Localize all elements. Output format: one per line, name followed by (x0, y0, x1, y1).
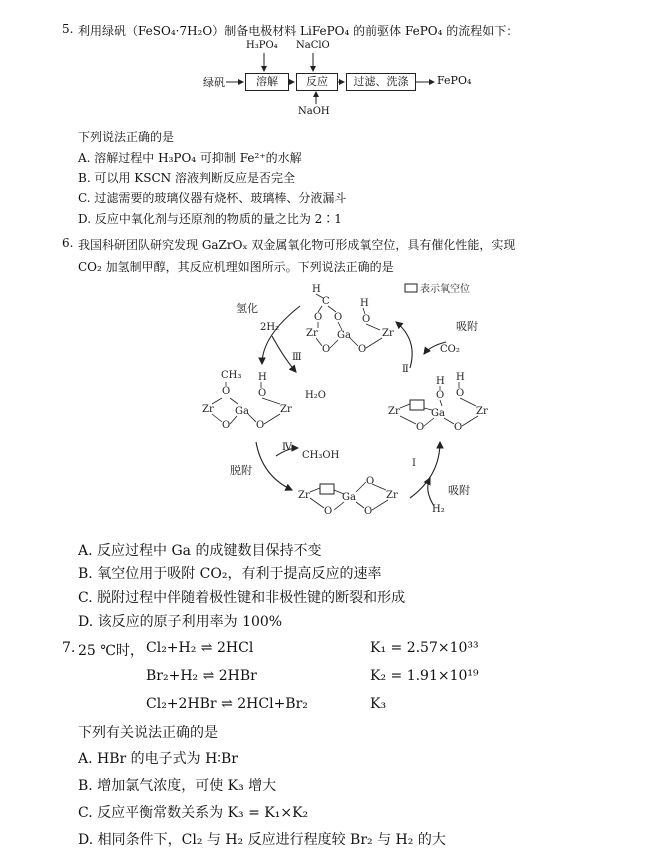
flow-product: FePO₄ (437, 74, 472, 87)
q5-option-d: D. 反应中氧化剂与还原剂的物质的量之比为 2∶1 (78, 212, 342, 226)
right-h1: H (436, 376, 445, 387)
top-o4: O (322, 344, 331, 355)
bottom-zr1: Zr (298, 490, 310, 501)
species-ch3oh: CH₃OH (302, 450, 340, 461)
q6-option-d: D. 该反应的原子利用率为 100% (78, 614, 283, 630)
q5-number: 5. (62, 22, 74, 36)
flow-box-dissolve: 溶解 (245, 73, 289, 91)
step-ii: Ⅱ (402, 364, 409, 375)
right-ga: Ga (431, 408, 445, 419)
q5-prompt: 下列说法正确的是 (78, 130, 175, 144)
mechanism-diagram (0, 276, 664, 536)
arrow-i-branch (428, 478, 434, 506)
q7-option-c: C. 反应平衡常数关系为 K₃ = K₁×K₂ (78, 805, 309, 821)
q7-option-a: A. HBr 的电子式为 H∶Br (78, 751, 238, 767)
left-h: H (258, 372, 267, 383)
left-zr1: Zr (202, 404, 214, 415)
q5-stem: 利用绿矾（FeSO₄·7H₂O）制备电极材料 LiFePO₄ 的前驱体 FePO₄ 的流程如下： (78, 24, 519, 38)
left-o3: O (222, 420, 231, 431)
q7-number: 7. (62, 640, 76, 656)
q7-prompt: 下列有关说法正确的是 (78, 725, 218, 741)
left-ch3: CH₃ (221, 370, 242, 381)
q6-option-a: A. 反应过程中 Ga 的成键数目保持不变 (78, 543, 322, 559)
top-o2: O (334, 312, 343, 323)
label-adsorb-bottom: 吸附 (448, 484, 470, 497)
flow-arrows (0, 0, 664, 130)
q7-condition: 25 ℃时， (78, 643, 144, 659)
top-h2: H (360, 298, 369, 309)
q7-eq3: Cl₂+2HBr ⇌ 2HCl+Br₂ (146, 696, 308, 712)
q5-option-c: C. 过滤需要的玻璃仪器有烧杯、玻璃棒、分液漏斗 (78, 191, 347, 205)
left-o1: O (222, 386, 231, 397)
step-iv: Ⅳ (282, 442, 292, 453)
top-o3: O (362, 314, 371, 325)
q7-k2: K₂ = 1.91×10¹⁹ (370, 668, 479, 684)
right-o4: O (454, 422, 463, 433)
flow-box-filter: 过滤、洗涤 (346, 73, 416, 91)
species-2h2: 2H₂ (260, 322, 280, 333)
bottom-o1: O (366, 476, 375, 487)
q7-option-d: D. 相同条件下，Cl₂ 与 H₂ 反应进行程度较 Br₂ 与 H₂ 的大 (78, 832, 446, 848)
left-zr2: Zr (280, 404, 292, 415)
bottom-o3: O (364, 506, 373, 517)
reagent-h3po4: H₃PO₄ (246, 40, 278, 51)
bottom-vacancy (320, 484, 334, 494)
label-adsorb-top: 吸附 (456, 320, 478, 333)
reagent-naclo: NaClO (296, 40, 330, 51)
right-h2: H (456, 372, 465, 383)
label-desorb: 脱附 (230, 464, 252, 477)
q7-eq1: Cl₂+H₂ ⇌ 2HCl (146, 640, 254, 656)
left-ga: Ga (235, 406, 249, 417)
q6-number: 6. (62, 236, 74, 250)
label-hydrogenation: 氢化 (236, 302, 258, 315)
right-zr1: Zr (388, 406, 400, 417)
q7-option-b: B. 增加氯气浓度，可使 K₃ 增大 (78, 778, 277, 794)
flow-start: 绿矾 (203, 76, 225, 89)
left-o4: O (256, 420, 265, 431)
q7-k3: K₃ (370, 696, 387, 712)
top-o1: O (314, 312, 323, 323)
species-co2: CO₂ (440, 344, 460, 355)
top-h: H (312, 284, 321, 295)
bottom-zr2: Zr (386, 490, 398, 501)
right-o3: O (416, 422, 425, 433)
q6-option-b: B. 氧空位用于吸附 CO₂，有利于提高反应的速率 (78, 566, 382, 582)
top-zr2: Zr (382, 328, 394, 339)
top-c: C (322, 296, 330, 307)
q6-stem-line1: 我国科研团队研究发现 GaZrOₓ 双金属氧化物可形成氧空位，具有催化性能，实现 (78, 238, 516, 252)
top-o5: O (358, 344, 367, 355)
right-zr2: Zr (476, 406, 488, 417)
step-iii: Ⅲ (292, 352, 302, 363)
q6-option-c: C. 脱附过程中伴随着极性键和非极性键的断裂和形成 (78, 590, 406, 606)
right-o1: O (436, 390, 445, 401)
bottom-o2: O (324, 506, 333, 517)
q7-eq2: Br₂+H₂ ⇌ 2HBr (146, 668, 257, 684)
left-o2: O (258, 388, 267, 399)
q5-option-a: A. 溶解过程中 H₃PO₄ 可抑制 Fe²⁺的水解 (78, 151, 302, 165)
q7-k1: K₁ = 2.57×10³³ (370, 640, 479, 656)
arrow-i (410, 442, 440, 498)
q5-option-b: B. 可以用 KSCN 溶液判断反应是否完全 (78, 171, 295, 185)
bottom-ga: Ga (342, 492, 356, 503)
top-ga: Ga (337, 330, 351, 341)
legend-vacancy-box (405, 284, 417, 292)
right-vacancy (410, 400, 424, 410)
reagent-naoh: NaOH (298, 106, 330, 117)
q6-stem-line2: CO₂ 加氢制甲醇，其反应机理如图所示。下列说法正确的是 (78, 260, 394, 274)
top-zr1: Zr (306, 328, 318, 339)
step-i: Ⅰ (412, 458, 416, 469)
flow-box-react: 反应 (296, 73, 338, 91)
legend-text: 表示氧空位 (420, 284, 470, 295)
species-h2: H₂ (432, 504, 445, 515)
arrow-ii (396, 322, 412, 368)
right-o2: O (456, 388, 465, 399)
species-h2o: H₂O (305, 390, 326, 401)
